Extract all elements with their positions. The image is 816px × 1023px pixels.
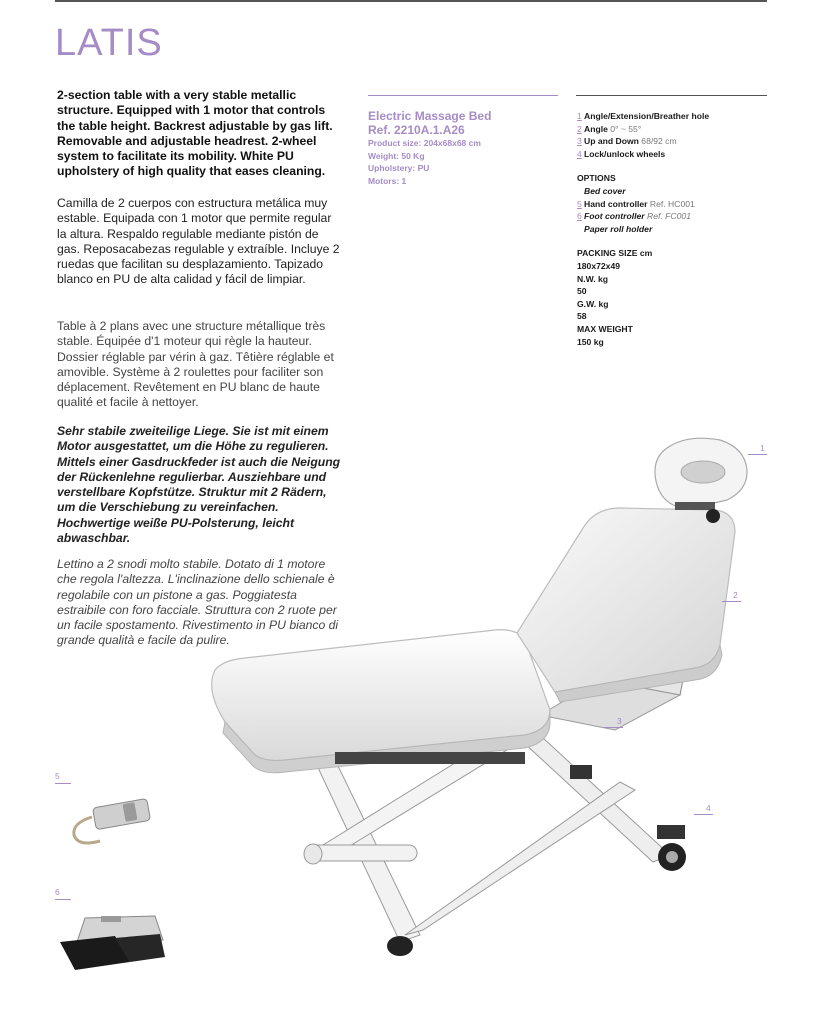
callout-line — [55, 899, 71, 900]
callout-3: 3 — [617, 716, 622, 726]
specs-column — [577, 110, 777, 348]
callout-line — [748, 454, 767, 455]
product-ref: Ref. 2210A.1.A26 — [368, 123, 465, 137]
packing-gw-label: G.W. kg — [577, 298, 609, 309]
feature-item: 2 Angle 0° ~ 55° — [577, 123, 642, 134]
callout-line — [722, 601, 741, 602]
callout-line — [55, 783, 71, 784]
top-rule — [55, 0, 767, 2]
product-upholstery: Upholstery: PU — [368, 163, 430, 174]
option-paper-roll: Paper roll holder — [584, 223, 653, 234]
description-fr: Table à 2 plans avec une structure métallique très stable. Équipée d'1 moteur qui règle la hauteur. Dossier réglable par vérin à gaz. Têtière réglable et amovible. Système à 2 roulettes pour faciliter son déplacement. Revêtement en PU blanc de haute qualité et facile à nettoyer. — [57, 319, 334, 410]
specs-rule — [576, 95, 767, 96]
packing-nw: 50 — [577, 286, 587, 297]
description-es: Camilla de 2 cuerpos con estructura metálica muy estable. Equipada con 1 motor que permite regular la altura. Respaldo regulable mediante pistón de gas. Reposacabezas regulable y extraíble. Incluye 2 ruedas que facilitan su desplazamiento. Tapizado blanco en PU de alta calidad y fácil de limpiar. — [57, 196, 340, 287]
description-de: Sehr stabile zweiteilige Liege. Sie ist mit einem Motor ausgestattet, um die Höhe zu regulieren. Mittels einer Gasdruckfeder ist auch die Neigung der Rückenlehne regulierbar. Ausziehbare und verstellbare Kopfstütze. Struktur mit 2 Rädern, um die Verschiebung zu vereinfachen. Hochwertige weiße PU-Polsterung, leicht abwaschbar. — [57, 424, 341, 546]
product-motors: Motors: 1 — [368, 175, 407, 186]
description-it: Lettino a 2 snodi molto stabile. Dotato di 1 motore che regola l'altezza. L'inclinazione dello schienale è regolabile con un pistone a gas. Poggiatesta estraibile con foro facciale. Struttura con 2 ruote per un facile spostamento. Rivestimento in PU bianco di grande qualità e facile da pulire. — [57, 557, 339, 648]
packing-heading: PACKING SIZE cm — [577, 248, 653, 259]
option-bed-cover: Bed cover — [584, 185, 626, 196]
callout-6: 6 — [55, 887, 60, 897]
hand-controller-image — [62, 795, 157, 850]
packing-size: 180x72x49 — [577, 260, 621, 271]
options-heading: OPTIONS — [577, 173, 616, 184]
feature-item: 4 Lock/unlock wheels — [577, 148, 666, 159]
callout-line — [604, 727, 623, 728]
product-rule — [368, 95, 558, 96]
massage-bed-image — [195, 430, 755, 970]
callout-line — [694, 814, 713, 815]
feature-item: 1 Angle/Extension/Breather hole — [577, 111, 710, 121]
page-title: LATIS — [55, 22, 163, 64]
description-en: 2-section table with a very stable metallic structure. Equipped with 1 motor that controls the table height. Backrest adjustable by gas lift. Removable and adjustable headrest. 2-wheel system to facilitate its mobility. White PU upholstery of high quality that eases cleaning. — [57, 88, 333, 179]
product-weight: Weight: 50 Kg — [368, 150, 425, 161]
product-info — [368, 109, 568, 187]
packing-nw-label: N.W. kg — [577, 273, 609, 284]
product-name: Electric Massage Bed — [368, 109, 492, 123]
feature-item: 3 Up and Down 68/92 cm — [577, 136, 677, 147]
option-foot-controller: 6 Foot controller Ref. FC001 — [577, 211, 691, 222]
max-weight: 150 kg — [577, 336, 604, 347]
callout-4: 4 — [706, 803, 711, 813]
callout-1: 1 — [760, 443, 765, 453]
packing-gw: 58 — [577, 311, 587, 322]
callout-2: 2 — [733, 590, 738, 600]
product-size: Product size: 204x68x68 cm — [368, 138, 481, 148]
max-weight-label: MAX WEIGHT — [577, 323, 633, 334]
option-hand-controller: 5 Hand controller Ref. HC001 — [577, 198, 695, 209]
callout-5: 5 — [55, 771, 60, 781]
foot-controller-image — [55, 912, 170, 977]
